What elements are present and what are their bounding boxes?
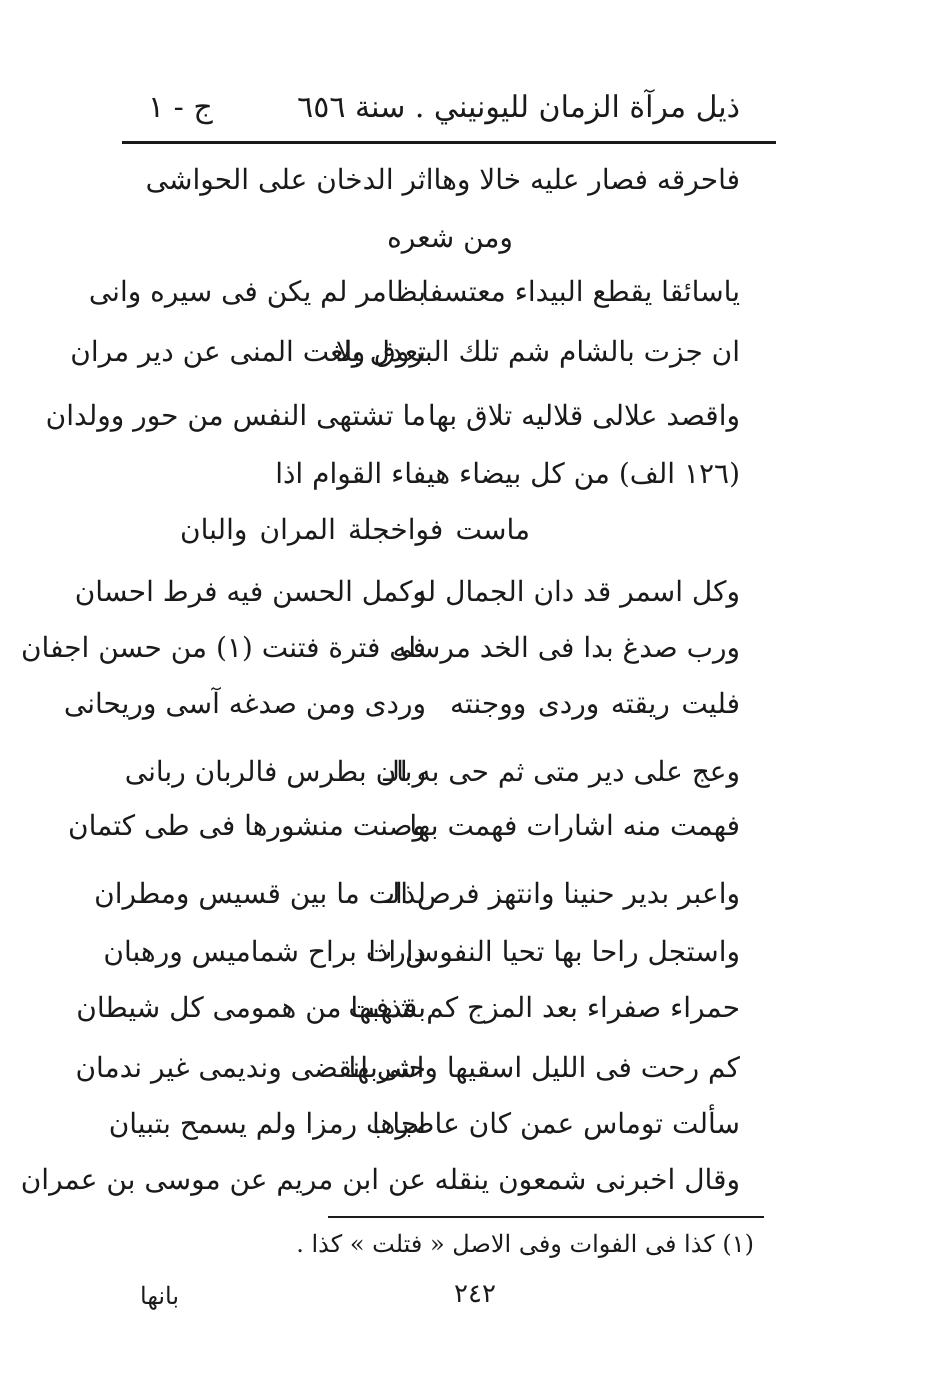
verse-10-right: فهمت منه اشارات فهمت بها (409, 809, 740, 842)
verse-16-left: عن ابن مريم عن موسى بن عمران (20, 1163, 426, 1196)
verse-1-right: ياسائقا يقطع البيداء معتسفا (421, 275, 740, 308)
verse-6-left: وكمل الحسن فيه فرط احسان (74, 575, 426, 608)
verse-2-right: ان جزت بالشام شم تلك البروق ولا (335, 335, 740, 368)
header-rule (122, 141, 776, 144)
verse-12-right: واستجل راحا بها تحيا النفوس اذا (368, 935, 740, 968)
verse-9-left: ربان بطرس فالربان ربانى (124, 755, 426, 788)
verse-3-right: واقصد علالى قلاليه تلاق بها (427, 399, 740, 432)
verse-7-left: فى فترة فتنت (١) من حسن اجفان (20, 631, 426, 664)
verse-5-right (730, 508, 740, 552)
running-header-volume: ج - ١ (148, 90, 213, 125)
verse-7-right: ورب صدغ بدا فى الخد مرسله (392, 631, 740, 664)
verse-4-right: (١٢٦ الف) من كل بيضاء هيفاء القوام اذا (275, 457, 740, 490)
page-number: ٢٤٢ (454, 1279, 496, 1309)
verse-9-right: وعج على دير متى ثم حى به الـ (383, 755, 740, 788)
verse-14-right: كم رحت فى الليل اسقيها واشربها (348, 1051, 740, 1084)
verse-13-right: حمراء صفراء بعد المزج كم قذفت (348, 991, 740, 1024)
verse-6-right: وكل اسمر قد دان الجمال له (412, 575, 740, 608)
verse-2-left: تعدل بلغت المنى عن دير مران (70, 335, 426, 368)
verse-1-left: بظامر لم يكن فى سيره وانى (88, 275, 426, 308)
verse-12-left: دارت براح شماميس ورهبان (103, 935, 426, 968)
prose-line: فاحرقه فصار عليه خالا وهااثر الدخان على الحواشى (145, 163, 740, 196)
verse-5-left: ماست فواخجلة المران والبان (180, 513, 530, 546)
verse-11-right: واعبر بدير حنينا وانتهز فرص الـ (383, 877, 740, 910)
verse-4-left (146, 452, 156, 496)
section-heading: ومن شعره (387, 221, 513, 254)
verse-8-left: وردى ومن صدغه آسى وريحانى (63, 687, 426, 720)
catchword: بانها (140, 1282, 180, 1310)
verse-11-left: لذات ما بين قسيس ومطران (94, 877, 426, 910)
verse-10-left: وصنت منشورها فى طى كتمان (68, 809, 426, 842)
footnote-rule (328, 1216, 764, 1218)
verse-14-left: حتى انقضى ونديمى غير ندمان (75, 1051, 426, 1084)
footnote: (١) كذا فى الفوات وفى الاصل « فتلت » كذا . (296, 1230, 754, 1258)
running-header-title: ذيل مرآة الزمان لليونيني . سنة ٦٥٦ (297, 90, 740, 125)
verse-3-left: ما تشتهى النفس من حور وولدان (45, 399, 426, 432)
verse-8-right: فليت ريقته وردى ووجنته (450, 687, 740, 720)
verse-15-right: سألت توماس عمن كان عاصرها (372, 1107, 740, 1140)
verse-13-left: بشهبها من همومى كل شيطان (76, 991, 426, 1024)
verse-15-left: اجاب رمزا ولم يسمح بتبيان (108, 1107, 426, 1140)
verse-16-right: وقال اخبرنى شمعون ينقله (434, 1163, 740, 1196)
